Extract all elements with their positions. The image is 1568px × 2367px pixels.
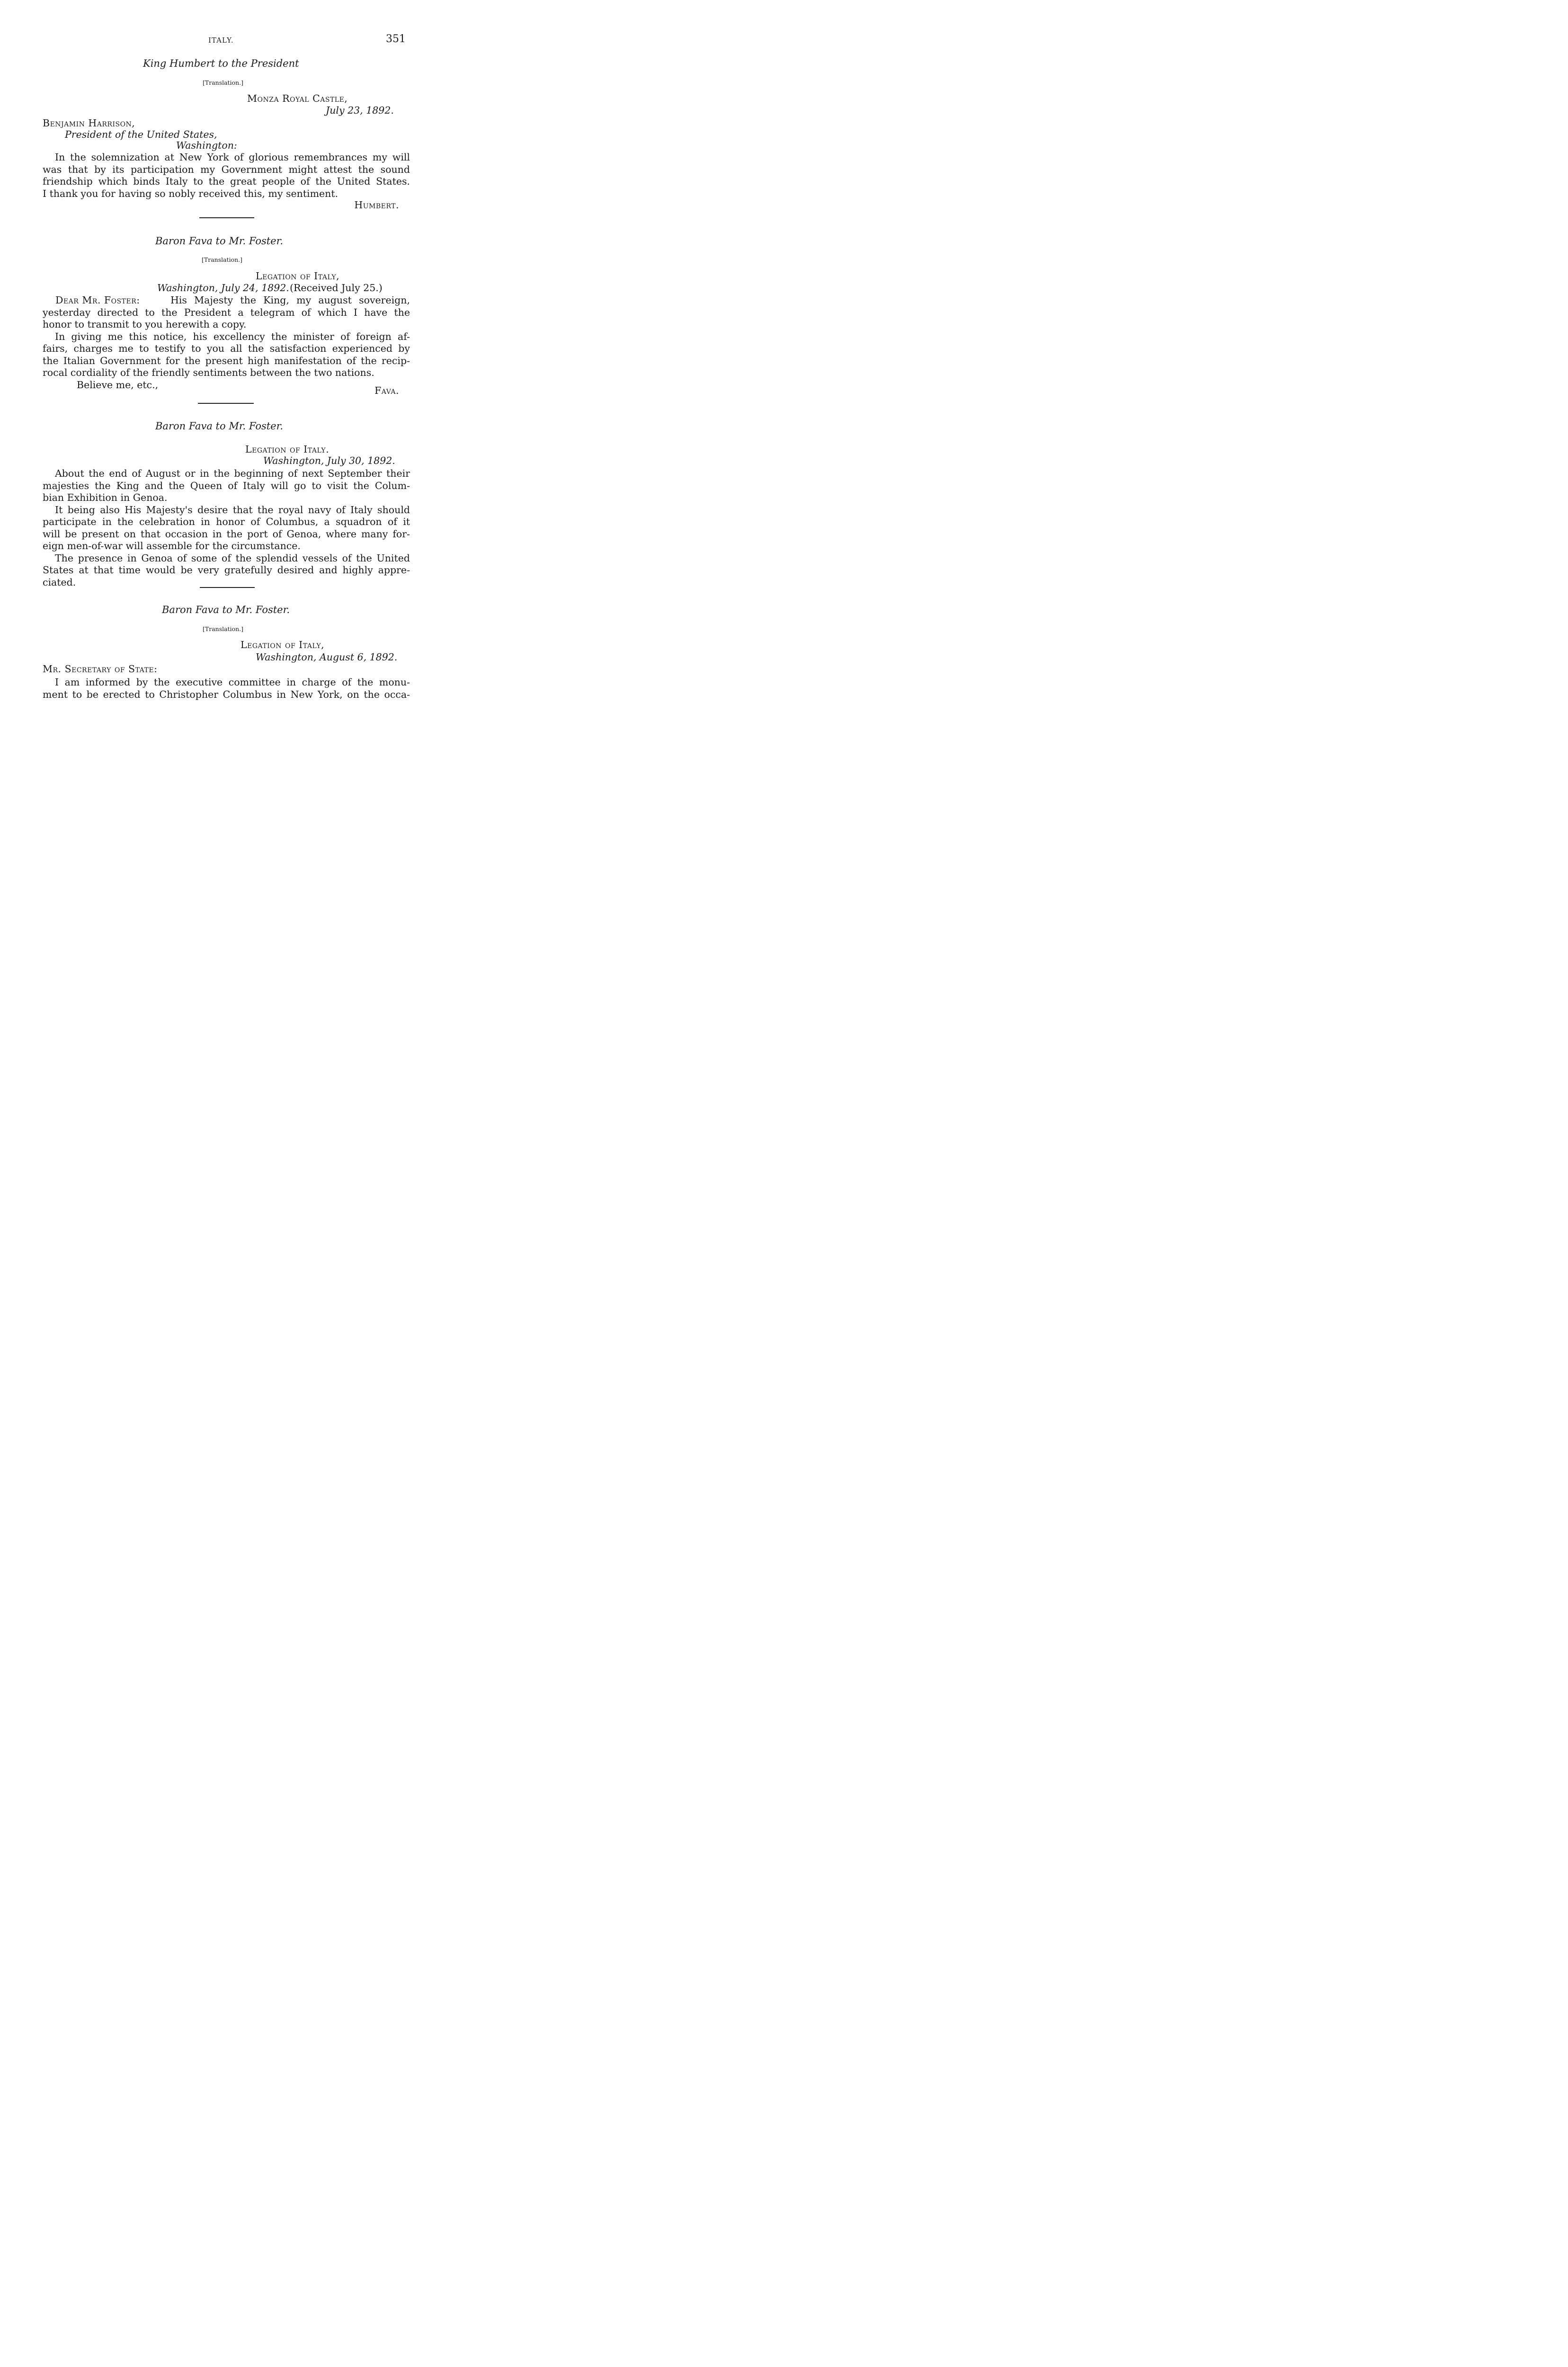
running-head: ITALY. [208,36,234,44]
addressee-title: President of the United States, [65,129,217,140]
body-line: yesterday directed to the President a telegram of which I have the [43,306,410,318]
body-line: I thank you for having so nobly received this, my sentiment. [43,187,339,199]
addressee-location: Washington: [176,140,237,151]
letter-place: Legation of Italy, [241,639,325,650]
page-number: 351 [386,33,406,45]
closing: Believe me, etc., [77,379,159,391]
section-divider [199,217,254,218]
body-line: majesties the King and the Queen of Italy will go to visit the Colum- [43,480,410,491]
translation-note: [Translation.] [203,625,244,632]
body-line: participate in the celebration in honor of Columbus, a squadron of it [43,516,410,527]
letter-heading: Baron Fava to Mr. Foster. [155,420,284,432]
body-line: rocal cordiality of the friendly sentiments between the two nations. [43,367,374,378]
body-line: I am informed by the executive committee in charge of the monu- [55,676,410,688]
body-line: bian Exhibition in Genoa. [43,492,168,503]
body-line: It being also His Majesty's desire that the royal navy of Italy should [55,504,410,516]
letter-place: Monza Royal Castle, [247,93,348,104]
section-divider [200,587,255,588]
translation-note: [Translation.] [203,79,244,86]
body-line: will be present on that occasion in the port of Genoa, where many for- [43,528,410,540]
letter-body [43,294,410,391]
body-line: honor to transmit to you herewith a copy. [43,319,247,330]
body-line: the Italian Government for the present high manifestation of the recip- [43,355,410,366]
body-line: ciated. [43,576,76,588]
body-line: fairs, charges me to testify to you all the satisfaction experienced by [43,343,410,354]
document-page [0,0,470,757]
body-line: His Majesty the King, my august sovereign, [170,294,410,306]
letter-date: Washington, August 6, 1892. [256,651,398,663]
letter-body [43,151,410,200]
letter-date: Washington, July 30, 1892. [263,455,395,466]
body-line: was that by its participation my Government might attest the sound [43,163,410,175]
body-line: In giving me this notice, his excellency the minister of foreign af- [55,330,410,342]
letter-body [43,676,410,701]
body-line: The presence in Genoa of some of the splendid vessels of the United [55,552,410,564]
letter-date: Washington, July 24, 1892. [157,282,289,294]
addressee-name: Benjamin Harrison, [43,117,135,129]
letter-date: July 23, 1892. [326,105,394,116]
body-line: friendship which binds Italy to the great people of the United States. [43,176,410,187]
salutation: Mr. Secretary of State: [43,663,158,675]
letter-body [43,468,410,588]
signature: Humbert. [354,199,399,211]
received-note: (Received July 25.) [290,282,383,294]
letter-place: Legation of Italy, [256,270,340,282]
body-line: In the solemnization at New York of glorious remembrances my will [55,151,410,163]
letter-heading: Baron Fava to Mr. Foster. [155,235,284,247]
salutation: Dear Mr. Foster: [55,294,140,306]
body-line: ment to be erected to Christopher Columbus in New York, on the occa- [43,688,410,700]
body-line: About the end of August or in the beginning of next September their [55,468,410,479]
letter-heading: Baron Fava to Mr. Foster. [162,604,290,615]
signature: Fava. [374,385,399,396]
letter-heading: King Humbert to the President [143,58,299,69]
translation-note: [Translation.] [202,256,243,263]
section-divider [198,403,254,404]
body-line: eign men-of-war will assemble for the circumstance. [43,540,301,552]
body-line: States at that time would be very gratefully desired and highly appre- [43,564,410,576]
letter-place: Legation of Italy. [245,444,330,455]
